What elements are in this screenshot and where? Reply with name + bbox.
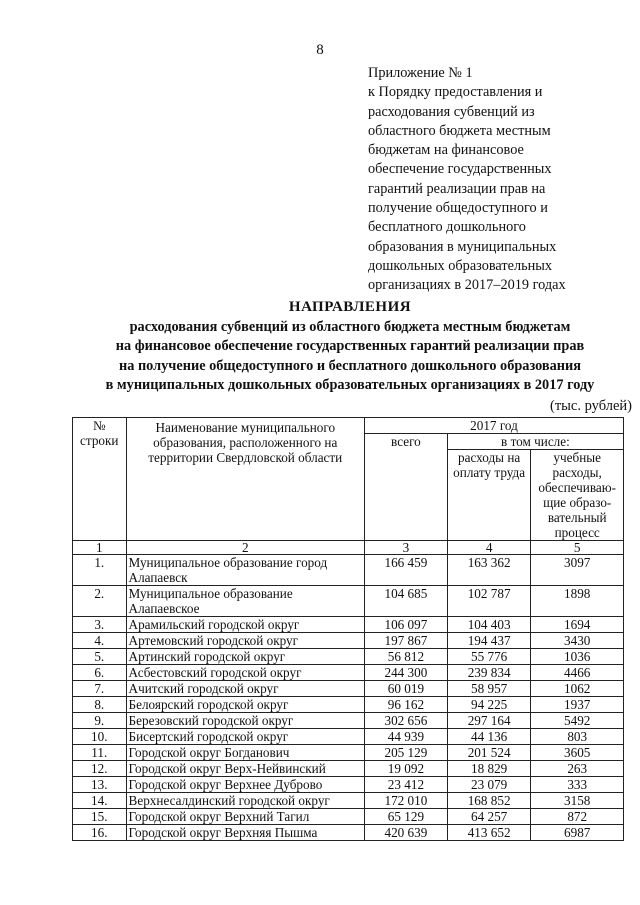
table-row [73, 681, 624, 697]
table-row [73, 745, 624, 761]
municipality-name: Городской округ Верхняя Пышма [126, 825, 364, 841]
total-amount: 104 685 [364, 586, 447, 617]
educational-costs: 803 [531, 729, 624, 745]
labor-costs: 102 787 [447, 586, 531, 617]
labor-costs: 239 834 [447, 665, 531, 681]
labor-costs: 168 852 [447, 793, 531, 809]
educational-costs: 3158 [531, 793, 624, 809]
educational-costs: 1694 [531, 617, 624, 633]
educational-costs: 263 [531, 761, 624, 777]
total-amount: 197 867 [364, 633, 447, 649]
page-number: 8 [316, 42, 324, 58]
total-amount: 65 129 [364, 809, 447, 825]
educational-costs: 1036 [531, 649, 624, 665]
labor-costs: 58 957 [447, 681, 531, 697]
appendix-line: Приложение № 1 [368, 65, 473, 81]
total-amount: 60 019 [364, 681, 447, 697]
appendix-line: обеспечение государственных [368, 161, 552, 178]
row-number: 4. [73, 633, 127, 649]
municipality-name: Городской округ Верхний Тагил [126, 809, 364, 825]
table-row [73, 697, 624, 713]
document-heading [60, 298, 640, 396]
row-number: 5. [73, 649, 127, 665]
row-number: 3. [73, 617, 127, 633]
labor-costs: 23 079 [447, 777, 531, 793]
appendix-note [368, 64, 618, 296]
appendix-line: образования в муниципальных [368, 238, 557, 255]
labor-costs: 104 403 [447, 617, 531, 633]
appendix-line: получение общедоступного и [368, 200, 548, 217]
appendix-line: областного бюджета местным [368, 122, 551, 139]
row-number: 2. [73, 586, 127, 617]
labor-costs: 413 652 [447, 825, 531, 841]
municipality-name: Муниципальное образование Алапаевское [126, 586, 364, 617]
municipality-name: Городской округ Верх-Нейвинский [126, 761, 364, 777]
table-row [73, 633, 624, 649]
row-number: 6. [73, 665, 127, 681]
row-number: 8. [73, 697, 127, 713]
municipality-name: Верхнесалдинский городской округ [126, 793, 364, 809]
table-row [73, 793, 624, 809]
row-number: 10. [73, 729, 127, 745]
row-number: 15. [73, 809, 127, 825]
heading-line: в муниципальных дошкольных образовательных организациях в 2017 году [105, 377, 595, 393]
row-number: 1. [73, 555, 127, 586]
educational-costs: 3097 [531, 555, 624, 586]
table-row [73, 555, 624, 586]
educational-costs: 872 [531, 809, 624, 825]
table-row [73, 649, 624, 665]
column-index: 5 [531, 541, 624, 555]
municipality-name: Ачитский городской округ [126, 681, 364, 697]
labor-costs: 55 776 [447, 649, 531, 665]
educational-costs: 6987 [531, 825, 624, 841]
municipality-name: Асбестовский городской округ [126, 665, 364, 681]
municipality-name: Артинский городской округ [126, 649, 364, 665]
table-row [73, 665, 624, 681]
heading-line: на финансовое обеспечение государственных гарантий реализации прав [115, 338, 585, 354]
total-amount: 56 812 [364, 649, 447, 665]
total-amount: 96 162 [364, 697, 447, 713]
row-number: 14. [73, 793, 127, 809]
units-label: (тыс. рублей) [550, 398, 632, 414]
document-title: НАПРАВЛЕНИЯ [288, 299, 412, 315]
educational-costs: 5492 [531, 713, 624, 729]
column-index: 2 [126, 541, 364, 555]
header-educational-costs: учебные расходы, обеспечиваю-щие образо-вательный процесс [531, 450, 624, 541]
total-amount: 106 097 [364, 617, 447, 633]
column-index: 1 [73, 541, 127, 555]
row-number: 13. [73, 777, 127, 793]
labor-costs: 94 225 [447, 697, 531, 713]
table-row [73, 809, 624, 825]
table-row [73, 825, 624, 841]
total-amount: 302 656 [364, 713, 447, 729]
heading-line: на получение общедоступного и бесплатного дошкольного образования [118, 357, 581, 374]
municipality-name: Городской округ Верхнее Дуброво [126, 777, 364, 793]
appendix-line: расходования субвенций из [368, 103, 535, 120]
labor-costs: 297 164 [447, 713, 531, 729]
table-body [73, 555, 624, 841]
educational-costs: 3430 [531, 633, 624, 649]
educational-costs: 1937 [531, 697, 624, 713]
labor-costs: 44 136 [447, 729, 531, 745]
total-amount: 166 459 [364, 555, 447, 586]
header-row-number: № строки [73, 418, 127, 541]
educational-costs: 1062 [531, 681, 624, 697]
educational-costs: 4466 [531, 665, 624, 681]
municipality-name: Березовский городской округ [126, 713, 364, 729]
municipality-name: Белоярский городской округ [126, 697, 364, 713]
municipality-name: Муниципальное образование город Алапаевск [126, 555, 364, 586]
row-number: 11. [73, 745, 127, 761]
table-row [73, 713, 624, 729]
total-amount: 19 092 [364, 761, 447, 777]
labor-costs: 201 524 [447, 745, 531, 761]
total-amount: 44 939 [364, 729, 447, 745]
educational-costs: 1898 [531, 586, 624, 617]
municipality-name: Городской округ Богданович [126, 745, 364, 761]
appendix-line: гарантий реализации прав на [368, 180, 546, 197]
column-index: 3 [364, 541, 447, 555]
labor-costs: 163 362 [447, 555, 531, 586]
educational-costs: 333 [531, 777, 624, 793]
heading-line: расходования субвенций из областного бюджета местным бюджетам [129, 318, 571, 335]
educational-costs: 3605 [531, 745, 624, 761]
total-amount: 23 412 [364, 777, 447, 793]
table-row [73, 586, 624, 617]
labor-costs: 194 437 [447, 633, 531, 649]
header-municipality: Наименование муниципального образования, расположенного на территории Свердловской области [126, 418, 364, 541]
row-number: 9. [73, 713, 127, 729]
total-amount: 172 010 [364, 793, 447, 809]
municipality-name: Арамильский городской округ [126, 617, 364, 633]
appendix-line: к Порядку предоставления и [368, 84, 543, 101]
table-row [73, 777, 624, 793]
total-amount: 420 639 [364, 825, 447, 841]
header-year: 2017 год [364, 418, 623, 434]
appendix-line: бесплатного дошкольного [368, 219, 526, 236]
row-number: 7. [73, 681, 127, 697]
subsidy-table [72, 417, 624, 841]
municipality-name: Артемовский городской округ [126, 633, 364, 649]
labor-costs: 18 829 [447, 761, 531, 777]
municipality-name: Бисертский городской округ [126, 729, 364, 745]
appendix-line: организациях в 2017–2019 годах [368, 277, 566, 294]
row-number: 12. [73, 761, 127, 777]
total-amount: 244 300 [364, 665, 447, 681]
total-amount: 205 129 [364, 745, 447, 761]
header-labor-costs: расходы на оплату труда [447, 450, 531, 541]
table-row [73, 729, 624, 745]
appendix-line: дошкольных образовательных [368, 257, 553, 274]
row-number: 16. [73, 825, 127, 841]
header-total: всего [364, 434, 447, 541]
table-row [73, 617, 624, 633]
column-index: 4 [447, 541, 531, 555]
header-including: в том числе: [447, 434, 623, 450]
appendix-line: бюджетам на финансовое [368, 142, 524, 159]
table-row [73, 761, 624, 777]
labor-costs: 64 257 [447, 809, 531, 825]
